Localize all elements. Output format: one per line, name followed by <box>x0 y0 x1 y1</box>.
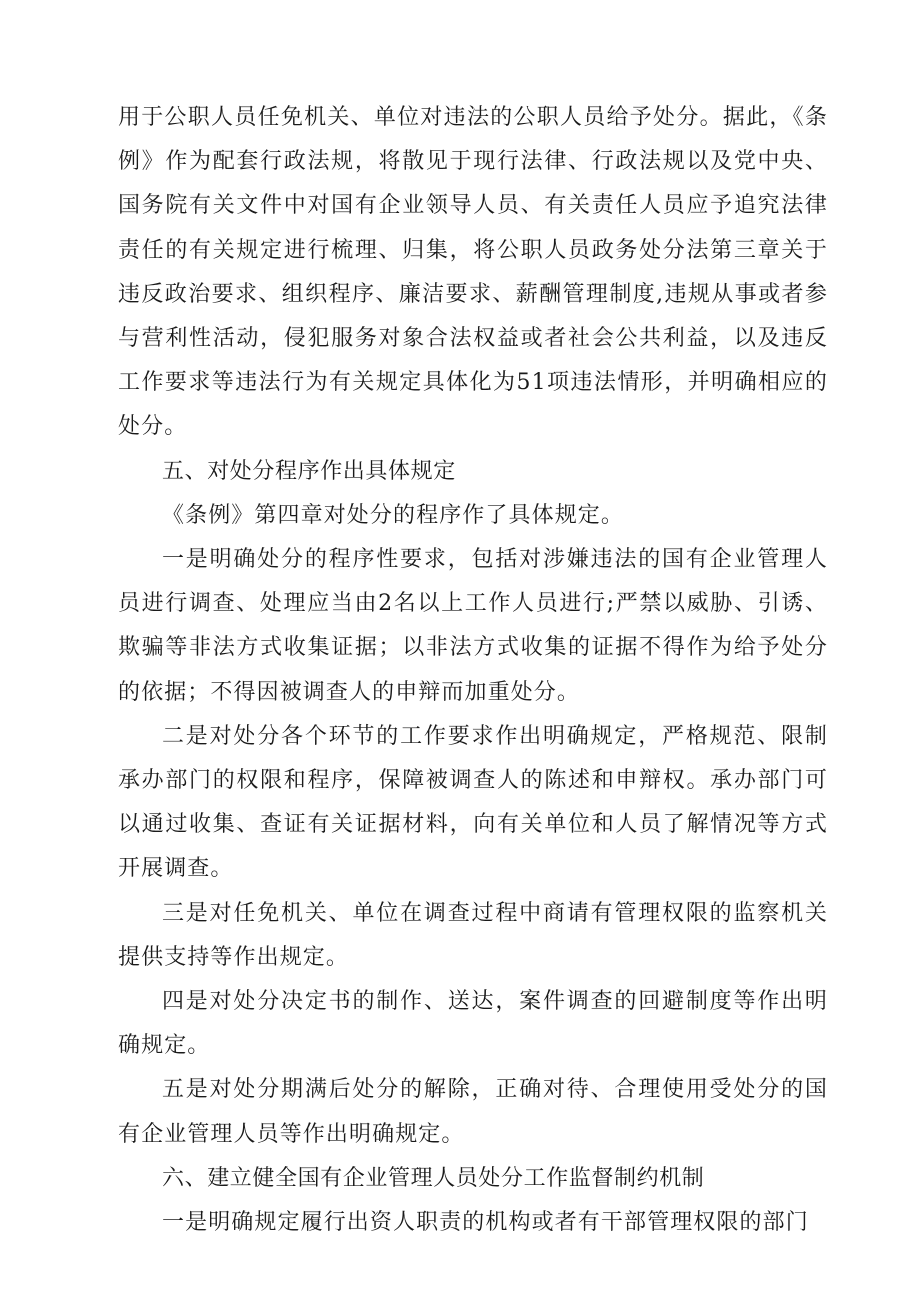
section-heading-procedures: 五、对处分程序作出具体规定 <box>162 458 456 484</box>
paragraph-point-two: 二是对处分各个环节的工作要求作出明确规定，严格规范、限制承办部门的权限和程序，保障被调查人的陈述和申辩权。承办部门可以通过收集、查证有关证据材料，向有关单位和人员了解情况等方式开展调查。 <box>118 723 828 882</box>
paragraph-point-five: 五是对处分期满后处分的解除，正确对待、合理使用受处分的国有企业管理人员等作出明确规定。 <box>118 1077 828 1147</box>
paragraph-supervision-one: 一是明确规定履行出资人职责的机构或者有干部管理权限的部门 <box>162 1210 809 1236</box>
paragraph-violations: 用于公职人员任免机关、单位对违法的公职人员给予处分。据此，《条例》作为配套行政法规，将散见于现行法律、行政法规以及党中央、国务院有关文件中对国有企业领导人员、有关责任人员应予追究法律责任的有关规定进行梳理、归集，将公职人员政务处分法第三章关于违反政治要求、组织程序、廉洁要求、薪酬管理制度,违规从事或者参与营利性活动，侵犯服务对象合法权益或者社会公共利益，以及违反工作要求等违法行为有关规定具体化为51项违法情形，并明确相应的处分。 <box>118 105 828 440</box>
paragraph-point-one: 一是明确处分的程序性要求，包括对涉嫌违法的国有企业管理人员进行调查、处理应当由2名以上工作人员进行;严禁以威胁、引诱、欺骗等非法方式收集证据；以非法方式收集的证据不得作为给予处分的依据；不得因被调查人的申辩而加重处分。 <box>118 547 828 705</box>
section-heading-supervision: 六、建立健全国有企业管理人员处分工作监督制约机制 <box>162 1165 705 1191</box>
paragraph-point-three: 三是对任免机关、单位在调查过程中商请有管理权限的监察机关提供支持等作出规定。 <box>118 900 828 970</box>
paragraph-point-four: 四是对处分决定书的制作、送达，案件调查的回避制度等作出明确规定。 <box>118 989 828 1059</box>
paragraph-chapter-four: 《条例》第四章对处分的程序作了具体规定。 <box>162 502 625 528</box>
